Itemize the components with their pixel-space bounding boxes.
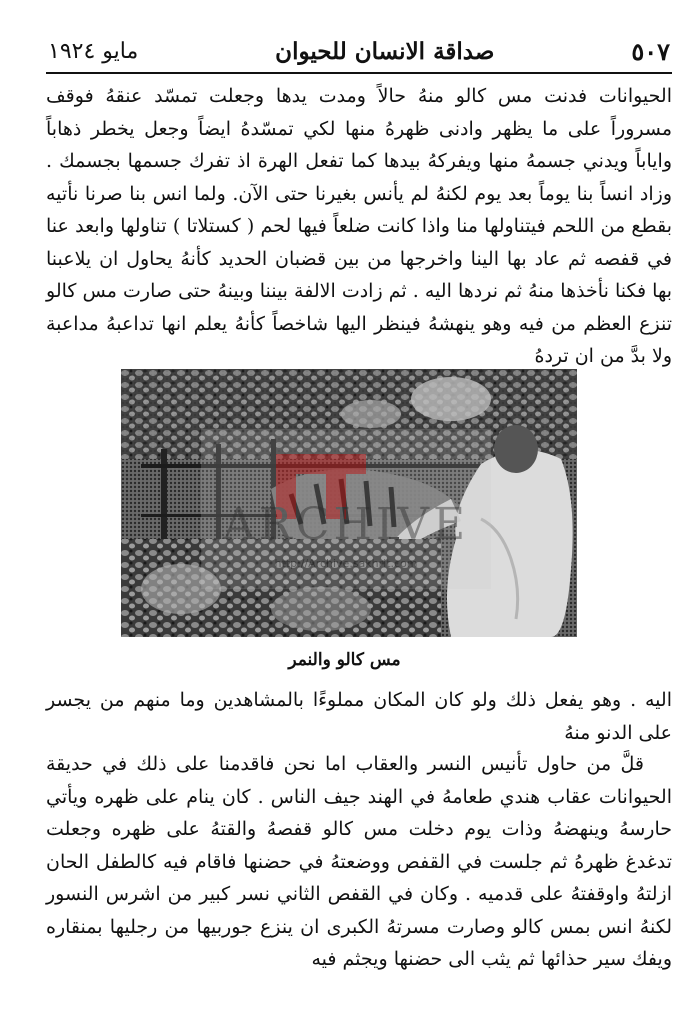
page-header [48,34,670,68]
article-text-top [46,80,672,367]
photo-miss-callow-and-tiger [121,369,577,637]
paragraph: اليه . وهو يفعل ذلك ولو كان المكان مملوءًا بالمشاهدين وما منهم من يجسر على الدنو منهُ [46,689,672,744]
watermark-wordmark: ARCHIVE [222,499,470,550]
watermark-url: http://Archive.sakhrit.com [274,557,418,570]
halftone-photo [121,369,577,637]
article-text-continuation [46,684,672,750]
header-rule [46,72,672,74]
paragraph: الحيوانات فدنت مس كالو منهُ حالاً ومدت يدها وجعلت تمسّد عنقهُ فوقف مسروراً على ما يظهر وادنى ظهرهُ منها لكي تمسّدهُ ايضاً وجعل يخطر ذهاباً واياباً ويدني جسمهُ منها ويفركهُ بيدها كما تفعل الهرة اذ تفرك جسمها بجسمك . وزاد انساً بنا يوماً بعد يوم لكنهُ لم يأنس بغيرنا حتى الآن. ولما انس بنا صرنا نأتيه بقطع من اللحم فيتناولها منا واذا كانت ضلعاً فيها لحم ( كستلاتا ) تناولها وابعد عنا في قفصه ثم عاد بها الينا واخرجها من بين قضبان الحديد كأنهُ يحاول ان يلاعبنا بها فكنا نأخذها منهُ ثم نردها اليه . ثم زادت الالفة بيننا وبينهُ حتى صارت مس كالو تنزع العظم من فيه وهو ينهشهُ فينظر اليها شاخصاً كأنهُ يعلم انها تداعبهُ مداعبة ولا بدَّ من ان تردهُ [46,85,672,367]
issue-date: مايو ١٩٢٤ [48,38,139,64]
archive-watermark [201,429,491,589]
running-title: صداقة الانسان للحيوان [275,37,495,65]
article-text-bottom [46,748,672,998]
photo-caption: مس كالو والنمر [288,650,401,670]
page-number: ٥٠٧ [631,36,670,66]
paragraph: قلَّ من حاول تأنيس النسر والعقاب اما نحن فاقدمنا على ذلك في حديقة الحيوانات عقاب هندي طعامهُ في الهند جيف الناس . كان ينام على ظهره ويأتي حارسهُ وينهضهُ وذات يوم دخلت مس كالو قفصهُ والقتهُ على ظهره وجعلت تدغدغ ظهرهُ ثم جلست في القفص ووضعتهُ في حضنها فاقام فيه كالطفل الحان ازلتهُ واوقفتهُ على قدميه . وكان في القفص الثاني نسر كبير من اشرس النسور لكنهُ انس بمس كالو وصارت مسرتهُ الكبرى ان ينزع جوربيها من رجليها بمنقاره ويفك سير حذائها ثم يثب الى حضنها ويجثم فيه [46,753,672,970]
